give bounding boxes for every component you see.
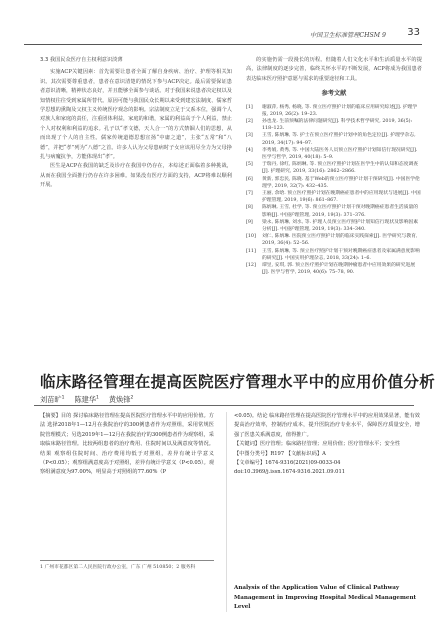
right-column <box>246 56 422 286</box>
reference-item: [7] 王丽, 余晗. 预立医疗照护计划在晚期癌症患者中的应用现状与进展[J]. 中国护理管理, 2019, 19(6): 861–867. <box>246 191 421 204</box>
abstract-continued <box>234 412 420 478</box>
author-list <box>40 395 420 405</box>
page-number: 33 <box>407 27 420 38</box>
paragraph: 的实施仍需一段漫长的历程。但随着人们文化水平和生活质量水平的提高，法律制度的逐步完善，临终关怀水平的不断发展，ACP将成为我国患者表达临床医疗照护意愿与需求的重要途径和工具。 <box>246 57 422 82</box>
page-header <box>24 28 422 45</box>
author: 黄焕锋$^2$ <box>108 395 134 404</box>
article-title: 临床路径管理在提高医院医疗管理水平中的应用价值分析 <box>40 373 436 391</box>
keywords: 【关键词】医疗管理；临床路径管理；应用价值；医疗管理水平；安全性 <box>234 441 401 448</box>
section-heading: 3.3 我国民众医疗自主权利意识淡薄 <box>40 57 123 63</box>
abstract-text: 【摘要】目的 探讨临床路径管理在提高医院医疗管理水平中的应用价值。方法 选择2018年1—12月在我院治疗的300例患者作为对照组，采用常规医院管理模式；另选2019年1—12月在我院治疗的300例患者作为观察组，采取临床路径管理。比较两组患者的治疗费用、住院时间以及满意度等情况。结果 观察组住院时间、治疗费用均低于对照组，差异有统计学意义（P<0.05）；观察组满意度高于对照组，差异有统计学意义（P<0.05）。观察组满意度为97.00%，明显高于对照组的77.60%（P <box>40 413 214 476</box>
reference-item: [5] 于瑞丹, 徐红, 陈炳琳, 等. 预立医疗照护计划在医学生中的认知和态度调查[J]. 护理研究, 2019, 33(16): 2862–2866. <box>246 162 419 175</box>
reference-item: [9] 梁永, 陈炳琳, 刘水, 等. 护理人员预立医疗照护计划知信行现状及影响因素分析[J]. 中国护理管理, 2019, 19(3): 334–340. <box>246 219 419 233</box>
doi: doi:10.3969/j.issn.1674-9316.2021.09.011 <box>234 469 346 476</box>
article-number: 【文章编号】1674-9316(2021)09-0033-04 <box>234 460 341 467</box>
references-list <box>246 104 422 277</box>
abstract <box>40 412 214 478</box>
paragraph: 实施ACP关键因素：首先需要让患者全面了解自身疾病、治疗、护理等相关知识。其次需要尊重患者，患者在意识清楚的情况下参与ACP决定。最后需要保证患者意识清晰，精神状态良好，并且能够全面参与谈话。对于我国来说患者决定权以及知情权往往受到家属所替代。原因可能与我国民众长期以来受到建宏法制度、儒家哲学思想的熏陶及父权主义传统医疗观念的影响。宗法制度立足于父系本位，强调个人对族人和家庭的责任，注重团体利益，家庭的和谐，家属的利益高于个人利益，禁止个人对权利和利益的追求。孔子以“孝文德，天人合一”的方式禁锢人们的思想，从而出现了个人的自主性。儒家传统道德思想宣扬“中庸之道”，主张“五常”和“八德”，并把“孝”列为“八德”之首。许多人认为父母患病时子女应该用尽全力为父母挣扎与病魔抗争，方能体现出“孝”。 <box>40 69 232 161</box>
reference-item: [2] 孙也龙. 生前预嘱的法律问题研究[J]. 科学技术哲学研究, 2019, 36(5): 118–123. <box>246 119 413 132</box>
reference-item: [3] 王雪, 陈炳琳, 等. 护士在预立医疗照护计划中的角色定位[J]. 护理学杂志, 2019, 34(17): 94–97. <box>246 133 416 146</box>
affiliation-footnote: 1 广州市花都区第二人民医院行政办公室，广东 广州 510850；2 服务科 <box>40 560 214 571</box>
author: 陈建华$^1$ <box>74 395 99 404</box>
reference-item: [4] 李秀娟, 黄秀, 等. 中国大陆医务人员预立医疗照护计划知信行现况研究[J]. 医学与哲学, 2019, 40(18): 5–9. <box>246 147 418 161</box>
classification-number: 【中图分类号】R197 【文献标识码】A <box>234 450 326 457</box>
reference-item: [11] 王雪, 陈炳琳, 等. 预立医疗照护计划干预对晚期癌症患者及家属满意度影响的研究[J]. 中国实用护理杂志, 2018, 33(24): 1–6. <box>246 248 420 261</box>
reference-item: [12] 谭昱, 安琪, 郭. 预立医疗照护计划在晚期肿瘤患者中应用效果的研究进展[J]. 医学与哲学, 2019, 40(6): 75–78, 90. <box>246 263 416 276</box>
reference-item: [6] 黄新, 郭忠民, 陈晓. 基于Web的预立医疗照护计划干预研究[J]. 中国医学伦理学, 2019, 32(7): 432–435. <box>246 176 420 189</box>
left-column <box>40 56 232 274</box>
reference-item: [8] 陈炳琳, 王雪, 杜学, 等. 预立医疗照护计划干预对晚期癌症患者生活质量的影响[J]. 中国护理管理, 2019, 19(3): 371–376. <box>246 205 419 218</box>
paragraph: 医生是ACP在我国的缺乏及诊疗在我国中仍存在，本综述正面临着多种挑战，从而在我国全面推行仍存在许多困难。如果没有医疗方面的支持，ACP将难以顺利开展。 <box>40 163 232 189</box>
journal-name: 中国卫生标准管理CHSM 9 <box>309 32 386 39</box>
column-divider <box>226 412 227 612</box>
reference-item: [10] 刘仁, 陈炳琳. 医院预立医疗照护计划的临床实践探索[J]. 医学研究与教育, 2019, 36(4): 52–56. <box>246 234 418 247</box>
abstract-divider <box>34 405 414 410</box>
author: 刘苗旷$^1$ <box>40 395 65 404</box>
references-title: 参考文献 <box>321 90 347 98</box>
english-title: Analysis of the Application Value of Clinical Pathway Management in Improving Hospital Medical Management Level <box>234 585 417 611</box>
reference-item: [1] 谢淑萍, 杨秀, 杨晓, 等. 预立医疗照护计划的临床应用研究综述[J]. 护理学报, 2019, 26(2): 19–23. <box>246 104 418 117</box>
abstract-text-continued: <0.05)。结论 临床路径管理在提高医院医疗管理水平中的应用效果显著，能有效提高治疗效率，控制治疗成本，提升医院治疗专业水平，保障医疗质量安全，增强了医患关系满意度，值得推广。 <box>234 413 420 438</box>
